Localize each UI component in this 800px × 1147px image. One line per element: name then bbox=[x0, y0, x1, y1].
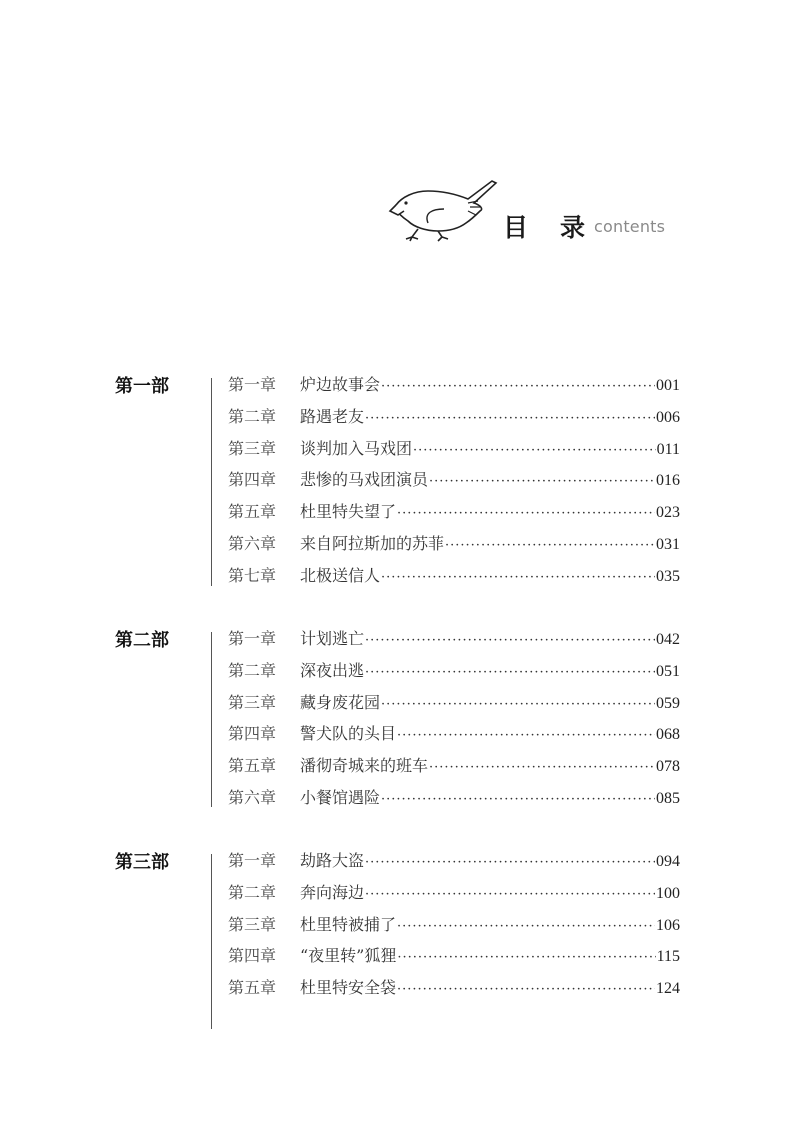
leader-dots bbox=[397, 919, 655, 934]
leader-dots bbox=[445, 538, 655, 553]
chapter-title: 小餐馆遇险 bbox=[300, 787, 381, 807]
page-number: 068 bbox=[656, 726, 680, 744]
chapter-number: 第二章 bbox=[228, 882, 277, 902]
part-label: 第一部 bbox=[115, 376, 169, 397]
toc-entry[interactable] bbox=[228, 436, 680, 468]
toc-entry[interactable] bbox=[228, 721, 680, 753]
toc-entry[interactable] bbox=[228, 372, 680, 404]
chapter-list bbox=[228, 372, 680, 595]
page-number: 035 bbox=[656, 567, 680, 585]
page-number: 085 bbox=[656, 789, 680, 807]
leader-dots bbox=[365, 665, 655, 680]
chapter-title: 杜里特被捕了 bbox=[300, 914, 397, 934]
leader-dots bbox=[381, 379, 655, 394]
part-divider bbox=[211, 378, 212, 586]
leader-dots bbox=[397, 506, 655, 521]
leader-dots bbox=[397, 982, 655, 997]
chapter-title: 杜里特失望了 bbox=[300, 502, 397, 522]
chapter-title: 劫路大盗 bbox=[300, 851, 365, 870]
toc-entry[interactable] bbox=[228, 848, 680, 880]
chapter-number: 第四章 bbox=[228, 946, 277, 966]
chapter-number: 第二章 bbox=[228, 660, 277, 680]
toc-entry[interactable] bbox=[228, 499, 680, 531]
chapter-number: 第五章 bbox=[228, 756, 277, 776]
chapter-title: 悲惨的马戏团演员 bbox=[300, 470, 429, 490]
leader-dots bbox=[381, 697, 655, 712]
chapter-number: 第四章 bbox=[228, 470, 277, 490]
part-divider bbox=[211, 854, 212, 1029]
page-number: 006 bbox=[656, 408, 680, 426]
leader-dots bbox=[397, 728, 655, 743]
chapter-title: 奔向海边 bbox=[300, 882, 365, 902]
page-number: 124 bbox=[656, 980, 680, 998]
chapter-title: 杜里特安全袋 bbox=[300, 978, 397, 998]
chapter-number: 第一章 bbox=[228, 375, 277, 394]
page-number: 042 bbox=[656, 631, 680, 648]
page-number: 094 bbox=[656, 853, 680, 870]
page-number: 011 bbox=[656, 440, 680, 458]
toc-entry[interactable] bbox=[228, 785, 680, 817]
toc-entry[interactable] bbox=[228, 975, 680, 1007]
leader-dots bbox=[397, 950, 655, 965]
chapter-title: 深夜出逃 bbox=[300, 660, 365, 680]
page-number: 115 bbox=[656, 948, 680, 966]
part-divider bbox=[211, 632, 212, 807]
toc-header bbox=[388, 175, 688, 245]
toc-title-char-2: 录 bbox=[560, 213, 586, 242]
chapter-number: 第六章 bbox=[228, 787, 277, 807]
chapter-title: 谈判加入马戏团 bbox=[300, 438, 413, 458]
page-number: 106 bbox=[656, 916, 680, 934]
page-number: 100 bbox=[656, 884, 680, 902]
page-number: 031 bbox=[656, 535, 680, 553]
chapter-title: 计划逃亡 bbox=[300, 629, 365, 648]
page-number: 016 bbox=[656, 472, 680, 490]
chapter-number: 第三章 bbox=[228, 914, 277, 934]
chapter-number: 第七章 bbox=[228, 565, 277, 585]
leader-dots bbox=[365, 855, 655, 870]
toc-entry[interactable] bbox=[228, 912, 680, 944]
page-number: 051 bbox=[656, 662, 680, 680]
chapter-list bbox=[228, 626, 680, 817]
leader-dots bbox=[413, 443, 656, 458]
toc-entry[interactable] bbox=[228, 943, 680, 975]
toc-entry[interactable] bbox=[228, 404, 680, 436]
part-label: 第三部 bbox=[115, 852, 169, 873]
chapter-title: 来自阿拉斯加的苏菲 bbox=[300, 533, 445, 553]
toc-entry[interactable] bbox=[228, 753, 680, 785]
toc-title-char-1: 目 bbox=[503, 213, 529, 242]
page-number: 059 bbox=[656, 694, 680, 712]
chapter-title: 警犬队的头目 bbox=[300, 724, 397, 744]
toc-entry[interactable] bbox=[228, 626, 680, 658]
chapter-number: 第六章 bbox=[228, 533, 277, 553]
toc-entry[interactable] bbox=[228, 531, 680, 563]
leader-dots bbox=[365, 633, 655, 648]
page-number: 023 bbox=[656, 504, 680, 522]
chapter-number: 第一章 bbox=[228, 629, 277, 648]
toc-entry[interactable] bbox=[228, 880, 680, 912]
chapter-title: 路遇老友 bbox=[300, 406, 365, 426]
chapter-number: 第五章 bbox=[228, 978, 277, 998]
toc-entry[interactable] bbox=[228, 467, 680, 499]
chapter-title: 北极送信人 bbox=[300, 565, 381, 585]
chapter-number: 第二章 bbox=[228, 406, 277, 426]
leader-dots bbox=[381, 792, 655, 807]
page-number: 001 bbox=[656, 377, 680, 394]
page-number: 078 bbox=[656, 758, 680, 776]
chapter-number: 第五章 bbox=[228, 502, 277, 522]
toc-entry[interactable] bbox=[228, 690, 680, 722]
chapter-title: “夜里转”狐狸 bbox=[300, 946, 397, 966]
chapter-number: 第四章 bbox=[228, 724, 277, 744]
part-label: 第二部 bbox=[115, 630, 169, 651]
toc-title-english: contents bbox=[594, 217, 666, 236]
leader-dots bbox=[365, 411, 655, 426]
chapter-list bbox=[228, 848, 680, 1007]
chapter-title: 藏身废花园 bbox=[300, 692, 381, 712]
leader-dots bbox=[429, 474, 655, 489]
bird-icon bbox=[388, 175, 500, 243]
toc-entry[interactable] bbox=[228, 563, 680, 595]
toc-entry[interactable] bbox=[228, 658, 680, 690]
leader-dots bbox=[429, 760, 655, 775]
chapter-number: 第三章 bbox=[228, 692, 277, 712]
chapter-title: 炉边故事会 bbox=[300, 375, 381, 394]
chapter-number: 第一章 bbox=[228, 851, 277, 870]
leader-dots bbox=[381, 570, 655, 585]
chapter-number: 第三章 bbox=[228, 438, 277, 458]
leader-dots bbox=[365, 887, 655, 902]
chapter-title: 潘彻奇城来的班车 bbox=[300, 756, 429, 776]
